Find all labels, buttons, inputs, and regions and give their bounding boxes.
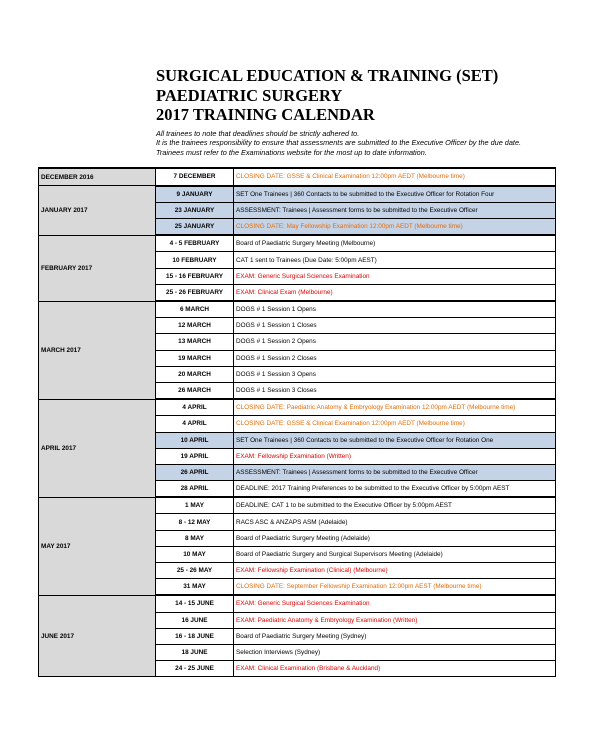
event-date: 4 APRIL	[156, 399, 234, 416]
event-date: 8 MAY	[156, 530, 234, 546]
event-description: DOGS # 1 Session 2 Closes	[234, 350, 556, 366]
month-label: MAY 2017	[39, 497, 156, 595]
month-label: DECEMBER 2016	[39, 168, 156, 186]
month-label: FEBRUARY 2017	[39, 235, 156, 301]
event-description: CLOSING DATE: Paediatric Anatomy & Embryology Examination 12:00pm AEDT (Melbourne time)	[234, 399, 556, 416]
event-date: 14 - 15 JUNE	[156, 595, 234, 612]
doc-title-line-1: SURGICAL EDUCATION & TRAINING (SET)	[156, 66, 499, 85]
calendar-body	[39, 168, 556, 677]
event-date: 4 - 5 FEBRUARY	[156, 235, 234, 252]
event-date: 7 DECEMBER	[156, 168, 234, 186]
event-description: EXAM: Paediatric Anatomy & Embryology Examination (Written)	[234, 612, 556, 628]
event-date: 25 - 26 MAY	[156, 563, 234, 579]
month-label: APRIL 2017	[39, 399, 156, 497]
event-description: CLOSING DATE: May Fellowship Examination 12:00pm AEDT (Melbourne time)	[234, 219, 556, 236]
event-description: DOGS # 1 Session 3 Opens	[234, 366, 556, 382]
event-description: EXAM: Generic Surgical Sciences Examination	[234, 268, 556, 284]
trainee-notes	[156, 129, 521, 158]
event-description: ASSESSMENT: Trainees | Assessment forms to be submitted to the Executive Officer	[234, 464, 556, 480]
event-date: 18 JUNE	[156, 644, 234, 660]
month-label: JANUARY 2017	[39, 186, 156, 236]
event-date: 13 MARCH	[156, 334, 234, 350]
event-date: 25 JANUARY	[156, 219, 234, 236]
doc-title-line-2: PAEDIATRIC SURGERY	[156, 85, 343, 105]
month-label: MARCH 2017	[39, 301, 156, 399]
note-line: All trainees to note that deadlines should be strictly adhered to.	[156, 128, 360, 138]
calendar-row	[39, 595, 556, 612]
event-date: 9 JANUARY	[156, 186, 234, 203]
event-date: 26 APRIL	[156, 464, 234, 480]
event-date: 4 APRIL	[156, 416, 234, 432]
event-description: Board of Paediatric Surgery Meeting (Melbourne)	[234, 235, 556, 252]
event-description: CLOSING DATE: GSSE & Clinical Examination 12:00pm AEDT (Melbourne time)	[234, 168, 556, 186]
calendar-row	[39, 186, 556, 203]
calendar-row	[39, 235, 556, 252]
event-description: DEADLINE: CAT 1 to be submitted to the Executive Officer by 5:00pm AEST	[234, 497, 556, 514]
event-description: DOGS # 1 Session 1 Opens	[234, 301, 556, 318]
event-description: Board of Paediatric Surgery Meeting (Adelaide)	[234, 530, 556, 546]
event-date: 10 MAY	[156, 546, 234, 562]
event-description: DOGS # 1 Session 3 Closes	[234, 382, 556, 399]
event-date: 12 MARCH	[156, 318, 234, 334]
note-line: Trainees must refer to the Examinations website for the most up to date information.	[156, 147, 427, 157]
calendar-row	[39, 168, 556, 186]
event-description: RACS ASC & ANZAPS ASM (Adelaide)	[234, 514, 556, 530]
training-calendar-table	[38, 167, 556, 677]
event-date: 1 MAY	[156, 497, 234, 514]
event-date: 10 APRIL	[156, 432, 234, 448]
event-date: 20 MARCH	[156, 366, 234, 382]
event-description: SET One Trainees | 360 Contacts to be submitted to the Executive Officer for Rotation One	[234, 432, 556, 448]
event-date: 15 - 16 FEBRUARY	[156, 268, 234, 284]
event-date: 19 APRIL	[156, 448, 234, 464]
event-description: DEADLINE: 2017 Training Preferences to be submitted to the Executive Officer by 5:00pm AEST	[234, 481, 556, 498]
event-description: CAT 1 sent to Trainees (Due Date: 5:00pm AEST)	[234, 252, 556, 268]
event-date: 25 - 26 FEBRUARY	[156, 284, 234, 301]
event-description: CLOSING DATE: GSSE & Clinical Examination 12:00pm AEDT (Melbourne time)	[234, 416, 556, 432]
event-date: 8 - 12 MAY	[156, 514, 234, 530]
doc-title-line-3: 2017 TRAINING CALENDAR	[156, 105, 375, 124]
event-description: DOGS # 1 Session 1 Closes	[234, 318, 556, 334]
event-date: 26 MARCH	[156, 382, 234, 399]
event-date: 16 JUNE	[156, 612, 234, 628]
event-date: 24 - 25 JUNE	[156, 661, 234, 677]
event-date: 16 - 18 JUNE	[156, 628, 234, 644]
document-header	[156, 66, 521, 157]
event-description: SET One Trainees | 360 Contacts to be submitted to the Executive Officer for Rotation Four	[234, 186, 556, 203]
event-description: EXAM: Generic Surgical Sciences Examination	[234, 595, 556, 612]
event-description: CLOSING DATE: September Fellowship Examination 12:00pm AEST (Melbourne time)	[234, 579, 556, 596]
event-description: EXAM: Fellowship Examination (Written)	[234, 448, 556, 464]
event-date: 31 MAY	[156, 579, 234, 596]
event-description: EXAM: Clinical Examination (Brisbane & Auckland)	[234, 661, 556, 677]
event-date: 6 MARCH	[156, 301, 234, 318]
month-label: JUNE 2017	[39, 595, 156, 676]
calendar-row	[39, 399, 556, 416]
event-date: 19 MARCH	[156, 350, 234, 366]
event-description: EXAM: Clinical Exam (Melbourne)	[234, 284, 556, 301]
event-date: 28 APRIL	[156, 481, 234, 498]
event-description: ASSESSMENT: Trainees | Assessment forms to be submitted to the Executive Officer	[234, 202, 556, 218]
event-description: Selection Interviews (Sydney)	[234, 644, 556, 660]
note-line: It is the trainees responsibility to ensure that assessments are submitted to the Executive Officer by the due date.	[156, 138, 522, 148]
calendar-row	[39, 301, 556, 318]
calendar-row	[39, 497, 556, 514]
event-description: EXAM: Fellowship Examination (Clinical) (Melbourne)	[234, 563, 556, 579]
event-description: Board of Paediatric Surgery Meeting (Sydney)	[234, 628, 556, 644]
event-date: 10 FEBRUARY	[156, 252, 234, 268]
event-description: Board of Paediatric Surgery and Surgical Supervisors Meeting (Adelaide)	[234, 546, 556, 562]
event-description: DOGS # 1 Session 2 Opens	[234, 334, 556, 350]
event-date: 23 JANUARY	[156, 202, 234, 218]
